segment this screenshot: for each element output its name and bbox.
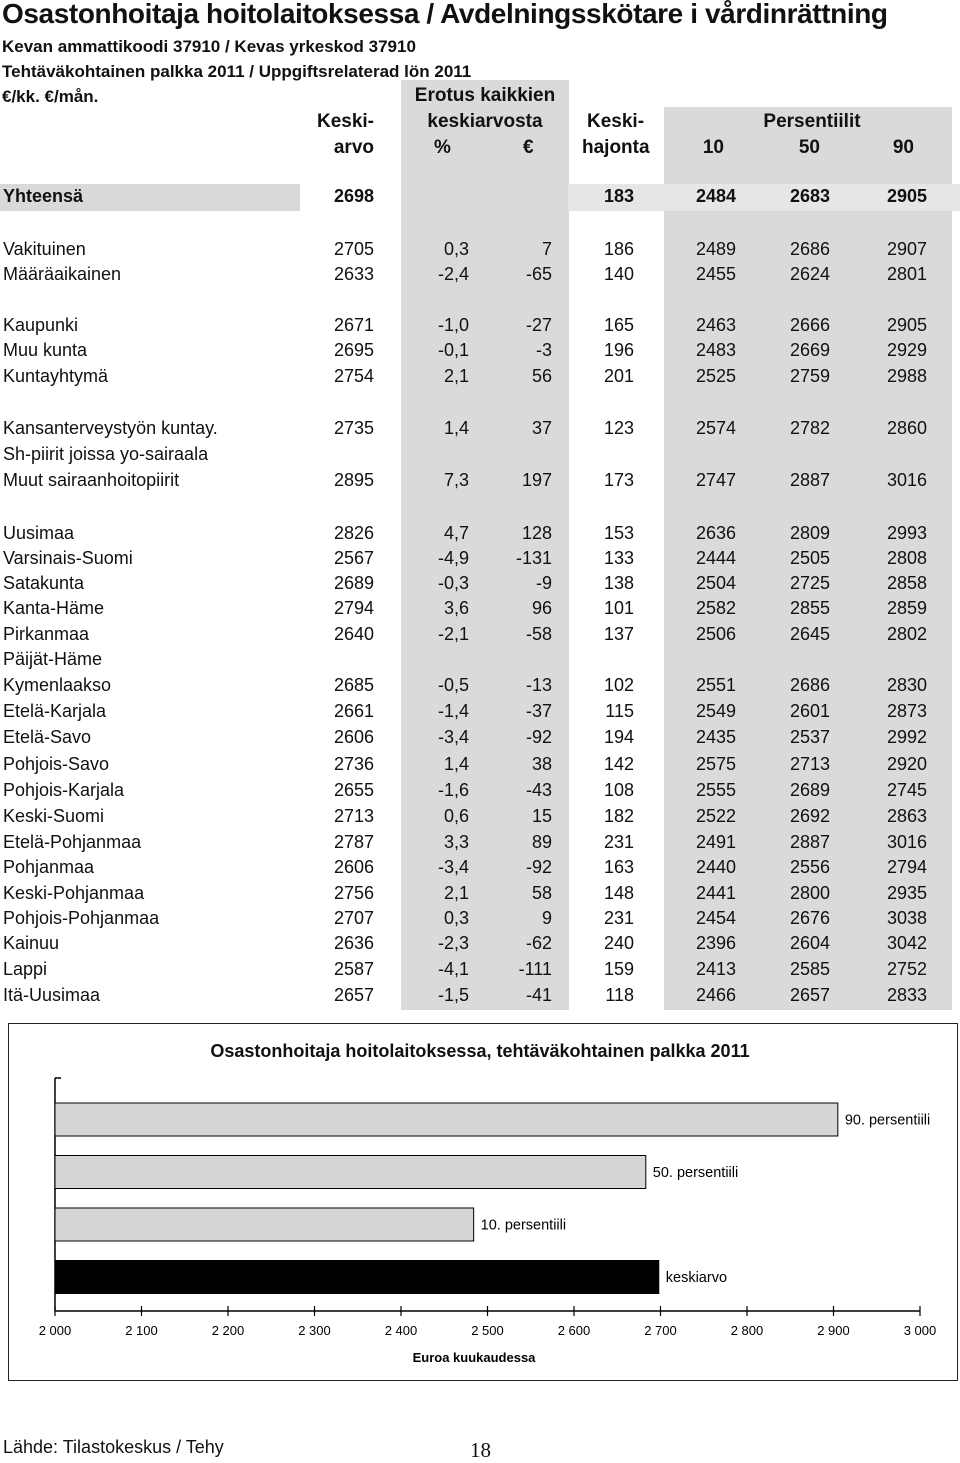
cell-eur: 96 [531, 598, 552, 618]
cell-p10: 2582 [695, 598, 736, 618]
cell-pct: 2,1 [443, 366, 469, 386]
row-label: Kansanterveystyön kuntay. [3, 418, 218, 438]
cell-keskiarvo: 2606 [333, 727, 374, 747]
cell-p50: 2887 [789, 832, 830, 852]
cell-hajonta: 159 [603, 959, 634, 979]
cell-hajonta: 201 [603, 366, 634, 386]
page-number: 18 [470, 1438, 491, 1462]
cell-hajonta: 108 [603, 780, 634, 800]
cell-p50: 2556 [789, 857, 830, 877]
cell-keskiarvo: 2689 [333, 573, 374, 593]
cell-p50: 2782 [789, 418, 830, 438]
bar-2 [55, 1208, 474, 1241]
cell-p10: 2549 [695, 701, 736, 721]
cell-hajonta: 102 [603, 675, 634, 695]
cell-pct: -2,4 [437, 264, 469, 284]
row-label: Etelä-Savo [3, 727, 92, 747]
cell-p50: 2713 [789, 754, 830, 774]
cell-p10: 2441 [695, 883, 736, 903]
cell-p10: 2444 [695, 548, 736, 568]
cell-hajonta: 115 [605, 701, 634, 721]
cell-eur: -58 [525, 624, 552, 644]
cell-p10: 2489 [695, 239, 736, 259]
cell-p90: 2802 [886, 624, 927, 644]
cell-p50: 2505 [789, 548, 830, 568]
keskiarvo-header-2: arvo [333, 137, 374, 158]
cell-p90: 3038 [886, 908, 927, 928]
row-label: Keski-Pohjanmaa [3, 883, 145, 903]
cell-pct: 0,3 [443, 908, 469, 928]
cell-p10: 2525 [695, 366, 736, 386]
cell-p50: 2686 [789, 675, 830, 695]
cell-p10: 2506 [695, 624, 736, 644]
row-label: Pohjois-Karjala [3, 780, 125, 800]
cell-p90: 2745 [886, 780, 927, 800]
cell-pct: -3,4 [437, 727, 469, 747]
cell-p10: 2483 [695, 340, 736, 360]
salary-line: Tehtäväkohtainen palkka 2011 / Uppgiftsrelaterad lön 2011 [2, 62, 472, 81]
cell-p50: 2676 [789, 908, 830, 928]
cell-keskiarvo: 2671 [333, 315, 374, 335]
cell-keskiarvo: 2754 [333, 366, 374, 386]
cell-p90: 2905 [886, 186, 927, 206]
cell-p10: 2636 [695, 523, 736, 543]
keskiarvo-header: Keski- [316, 111, 374, 132]
cell-eur: 38 [531, 754, 552, 774]
cell-p90: 2858 [886, 573, 927, 593]
x-tick-label: 2 000 [38, 1323, 72, 1338]
x-tick-label: 3 000 [903, 1323, 937, 1338]
percentiles-header: Persentiilit [763, 111, 861, 132]
cell-pct: -0,1 [437, 340, 469, 360]
cell-eur: -13 [525, 675, 552, 695]
cell-pct: -1,5 [437, 985, 469, 1005]
cell-hajonta: 118 [605, 985, 634, 1005]
cell-p10: 2413 [695, 959, 736, 979]
cell-eur: -62 [525, 933, 552, 953]
p50-header: 50 [798, 137, 820, 158]
cell-p10: 2522 [695, 806, 736, 826]
x-tick-label: 2 300 [298, 1323, 331, 1338]
cell-p50: 2887 [789, 470, 830, 490]
p90-header: 90 [892, 137, 914, 158]
cell-p50: 2601 [789, 701, 830, 721]
cell-pct: -1,6 [437, 780, 469, 800]
cell-p90: 2801 [886, 264, 927, 284]
cell-keskiarvo: 2735 [333, 418, 374, 438]
x-tick-label: 2 200 [211, 1323, 245, 1338]
row-label: Pohjanmaa [3, 857, 95, 877]
bar-label: 10. persentiili [480, 1217, 567, 1234]
cell-p50: 2800 [789, 883, 830, 903]
cell-hajonta: 183 [603, 186, 634, 206]
code-line: Kevan ammattikoodi 37910 / Kevas yrkeskod 37910 [2, 37, 416, 56]
cell-keskiarvo: 2705 [333, 239, 374, 259]
cell-p10: 2484 [695, 186, 736, 206]
cell-p50: 2686 [789, 239, 830, 259]
cell-p90: 2905 [886, 315, 927, 335]
cell-keskiarvo: 2787 [333, 832, 374, 852]
row-label: Kuntayhtymä [3, 366, 109, 386]
erotus-header-2: keskiarvosta [427, 111, 543, 132]
row-label: Muu kunta [3, 340, 88, 360]
bar-label: 50. persentiili [652, 1165, 739, 1181]
hajonta-header-2: hajonta [582, 137, 650, 158]
cell-hajonta: 182 [603, 806, 634, 826]
cell-hajonta: 138 [603, 573, 634, 593]
hajonta-header: Keski- [587, 111, 645, 132]
cell-eur: 56 [531, 366, 552, 386]
cell-pct: -1,4 [437, 701, 469, 721]
cell-p50: 2537 [789, 727, 830, 747]
cell-eur: -27 [525, 315, 552, 335]
cell-keskiarvo: 2756 [333, 883, 374, 903]
x-tick-label: 2 600 [557, 1323, 591, 1338]
cell-pct: -2,1 [437, 624, 469, 644]
row-label: Kaupunki [3, 315, 79, 335]
cell-pct: 1,4 [443, 418, 469, 438]
cell-eur: -43 [525, 780, 552, 800]
cell-keskiarvo: 2826 [333, 523, 374, 543]
cell-keskiarvo: 2707 [333, 908, 374, 928]
cell-p90: 2920 [886, 754, 927, 774]
chart-title: Osastonhoitaja hoitolaitoksessa, tehtäväkohtainen palkka 2011 [210, 1041, 750, 1061]
bar-0 [55, 1103, 838, 1136]
cell-pct: -3,4 [437, 857, 469, 877]
cell-hajonta: 196 [603, 340, 634, 360]
cell-hajonta: 186 [603, 239, 634, 259]
row-label: Pohjois-Savo [3, 754, 110, 774]
cell-keskiarvo: 2895 [333, 470, 374, 490]
cell-p50: 2657 [789, 985, 830, 1005]
cell-keskiarvo: 2633 [333, 264, 374, 284]
bar-label: keskiarvo [665, 1270, 728, 1286]
cell-keskiarvo: 2661 [333, 701, 374, 721]
x-tick-label: 2 900 [817, 1323, 850, 1338]
cell-eur: -9 [535, 573, 552, 593]
row-label: Sh-piirit joissa yo-sairaala [3, 444, 209, 464]
cell-p50: 2585 [789, 959, 830, 979]
row-label: Itä-Uusimaa [3, 985, 101, 1005]
row-label: Satakunta [3, 573, 85, 593]
eur-header: € [523, 137, 534, 158]
cell-pct: 3,3 [443, 832, 469, 852]
source-note: Lähde: Tilastokeskus / Tehy [3, 1437, 224, 1457]
x-tick-label: 2 500 [471, 1323, 504, 1338]
row-label: Pohjois-Pohjanmaa [3, 908, 160, 928]
cell-eur: 58 [531, 883, 552, 903]
cell-p50: 2624 [789, 264, 830, 284]
cell-eur: 197 [521, 470, 552, 490]
x-tick-label: 2 400 [384, 1323, 418, 1338]
cell-eur: -92 [525, 727, 552, 747]
cell-p10: 2454 [695, 908, 736, 928]
cell-p10: 2551 [695, 675, 736, 695]
row-label: Etelä-Pohjanmaa [3, 832, 142, 852]
cell-eur: -41 [525, 985, 552, 1005]
cell-p10: 2455 [695, 264, 736, 284]
bar-label: 90. persentiili [844, 1112, 931, 1129]
cell-p90: 2929 [886, 340, 927, 360]
row-label: Pirkanmaa [3, 624, 90, 644]
cell-p90: 2808 [886, 548, 927, 568]
cell-hajonta: 173 [603, 470, 634, 490]
cell-p90: 2860 [886, 418, 927, 438]
cell-hajonta: 231 [603, 832, 634, 852]
cell-hajonta: 140 [603, 264, 634, 284]
cell-p90: 2794 [886, 857, 927, 877]
unit-label: €/kk. €/mån. [2, 87, 99, 106]
cell-p90: 2907 [886, 239, 927, 259]
cell-keskiarvo: 2736 [333, 754, 374, 774]
row-label: Määräaikainen [3, 264, 122, 284]
cell-hajonta: 142 [603, 754, 634, 774]
cell-keskiarvo: 2636 [333, 933, 374, 953]
row-label: Kymenlaakso [3, 675, 112, 695]
cell-p10: 2504 [695, 573, 736, 593]
cell-p10: 2491 [695, 832, 736, 852]
row-label: Varsinais-Suomi [3, 548, 133, 568]
cell-p90: 2988 [886, 366, 927, 386]
cell-p10: 2396 [695, 933, 736, 953]
cell-p10: 2747 [695, 470, 736, 490]
row-label: Muut sairaanhoitopiirit [3, 470, 180, 490]
cell-p50: 2604 [789, 933, 830, 953]
cell-p10: 2463 [695, 315, 736, 335]
row-label: Uusimaa [3, 523, 75, 543]
cell-p10: 2435 [695, 727, 736, 747]
row-label: Keski-Suomi [3, 806, 105, 826]
cell-p50: 2809 [789, 523, 830, 543]
cell-eur: -111 [518, 959, 552, 979]
cell-keskiarvo: 2657 [333, 985, 374, 1005]
cell-hajonta: 137 [603, 624, 634, 644]
cell-p10: 2575 [695, 754, 736, 774]
cell-p90: 2873 [886, 701, 927, 721]
cell-eur: -37 [525, 701, 552, 721]
cell-pct: -0,3 [437, 573, 469, 593]
row-label: Yhteensä [3, 186, 84, 206]
cell-p50: 2666 [789, 315, 830, 335]
x-tick-label: 2 700 [644, 1323, 677, 1338]
cell-hajonta: 153 [603, 523, 634, 543]
cell-pct: -2,3 [437, 933, 469, 953]
cell-eur: -131 [515, 548, 552, 568]
cell-p10: 2555 [695, 780, 736, 800]
cell-keskiarvo: 2640 [333, 624, 374, 644]
page-title: Osastonhoitaja hoitolaitoksessa / Avdelningsskötare i vårdinrättning [2, 0, 888, 29]
cell-p10: 2440 [695, 857, 736, 877]
row-label: Lappi [3, 959, 48, 979]
cell-pct: -4,1 [437, 959, 469, 979]
cell-p50: 2759 [789, 366, 830, 386]
cell-p50: 2855 [789, 598, 830, 618]
cell-p90: 2752 [886, 959, 927, 979]
cell-pct: -1,0 [437, 315, 469, 335]
cell-eur: -92 [525, 857, 552, 877]
cell-hajonta: 101 [603, 598, 634, 618]
cell-hajonta: 165 [603, 315, 634, 335]
bar-3 [55, 1261, 659, 1294]
row-label: Kanta-Häme [3, 598, 105, 618]
cell-p50: 2725 [789, 573, 830, 593]
x-axis-title: Euroa kuukaudessa [412, 1350, 536, 1365]
cell-eur: 9 [541, 908, 552, 928]
cell-p50: 2689 [789, 780, 830, 800]
x-tick-label: 2 800 [730, 1323, 764, 1338]
cell-p50: 2683 [789, 186, 830, 206]
row-label: Etelä-Karjala [3, 701, 107, 721]
cell-p90: 2833 [886, 985, 927, 1005]
cell-pct: -0,5 [437, 675, 469, 695]
cell-keskiarvo: 2794 [333, 598, 374, 618]
cell-eur: 7 [541, 239, 552, 259]
cell-pct: 0,6 [443, 806, 469, 826]
cell-hajonta: 231 [603, 908, 634, 928]
cell-p10: 2466 [695, 985, 736, 1005]
cell-p90: 3042 [886, 933, 927, 953]
cell-pct: 4,7 [443, 523, 469, 543]
cell-keskiarvo: 2606 [333, 857, 374, 877]
cell-pct: 7,3 [443, 470, 469, 490]
cell-keskiarvo: 2655 [333, 780, 374, 800]
p10-header: 10 [702, 137, 724, 158]
cell-eur: 15 [531, 806, 552, 826]
cell-pct: 2,1 [443, 883, 469, 903]
cell-p90: 2830 [886, 675, 927, 695]
cell-pct: -4,9 [437, 548, 469, 568]
cell-p10: 2574 [695, 418, 736, 438]
cell-p90: 2992 [886, 727, 927, 747]
row-label: Vakituinen [3, 239, 86, 259]
cell-p50: 2669 [789, 340, 830, 360]
row-label: Päijät-Häme [3, 649, 103, 669]
cell-hajonta: 133 [603, 548, 634, 568]
cell-keskiarvo: 2587 [333, 959, 374, 979]
cell-hajonta: 123 [603, 418, 634, 438]
cell-hajonta: 148 [603, 883, 634, 903]
cell-p90: 2935 [886, 883, 927, 903]
cell-keskiarvo: 2698 [333, 186, 374, 206]
cell-p90: 2859 [886, 598, 927, 618]
cell-pct: 3,6 [443, 598, 469, 618]
cell-p90: 2993 [886, 523, 927, 543]
cell-keskiarvo: 2695 [333, 340, 374, 360]
cell-p90: 2863 [886, 806, 927, 826]
cell-p50: 2692 [789, 806, 830, 826]
cell-eur: -65 [525, 264, 552, 284]
erotus-header: Erotus kaikkien [414, 85, 556, 106]
cell-eur: 128 [521, 523, 552, 543]
cell-p90: 3016 [886, 470, 927, 490]
bar-1 [55, 1156, 646, 1189]
x-tick-label: 2 100 [125, 1323, 158, 1338]
cell-hajonta: 240 [603, 933, 634, 953]
cell-p90: 3016 [886, 832, 927, 852]
cell-p50: 2645 [789, 624, 830, 644]
cell-pct: 0,3 [443, 239, 469, 259]
cell-eur: 37 [531, 418, 552, 438]
cell-keskiarvo: 2685 [333, 675, 374, 695]
cell-eur: 89 [531, 832, 552, 852]
row-label: Kainuu [3, 933, 60, 953]
cell-eur: -3 [535, 340, 552, 360]
pct-header: % [434, 137, 451, 158]
cell-pct: 1,4 [443, 754, 469, 774]
cell-keskiarvo: 2713 [333, 806, 374, 826]
cell-hajonta: 163 [603, 857, 634, 877]
cell-keskiarvo: 2567 [333, 548, 374, 568]
cell-hajonta: 194 [603, 727, 634, 747]
